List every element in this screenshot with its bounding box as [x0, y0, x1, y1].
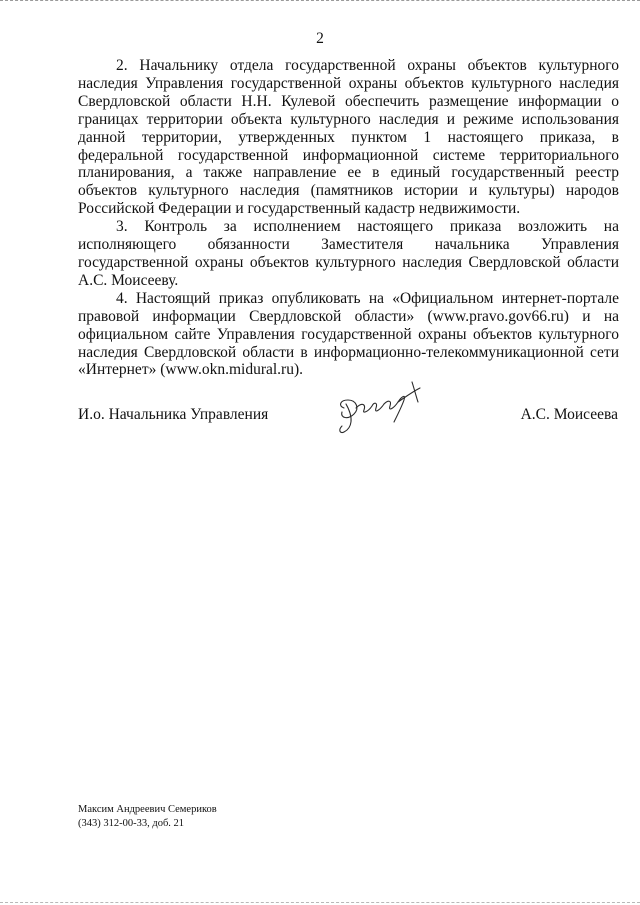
paragraph-3: 3. Контроль за исполнением настоящего приказа возложить на исполняющего обязанности Заместителя начальника Управления государственной охраны объектов культурного наследия Свердловской области А.С. Моисееву. — [78, 218, 619, 289]
paragraph-2: 2. Начальнику отдела государственной охраны объектов культурного наследия Управления государственной охраны объектов культурного наследия Свердловской области Н.Н. Кулевой обеспечить размещение информации о границах территории объекта культурного наследия и режиме использования данной территории, утвержденных пунктом 1 настоящего приказа, в федеральной государственной информационной системе территориального планирования, а также направление ее в единый государственный реестр объектов культурного наследия (памятников истории и культуры) народов Российской Федерации и государственный кадастр недвижимости. — [78, 57, 619, 218]
paragraph-4: 4. Настоящий приказ опубликовать на «Официальном интернет-портале правовой информации Свердловской области» (www.pravo.gov66.ru) и на официальном сайте Управления государственной охраны объектов культурного наследия Свердловской области в информационно-телекоммуникационной сети «Интернет» (www.okn.midural.ru). — [78, 289, 619, 379]
executor-info — [78, 803, 217, 830]
executor-name: Максим Андреевич Семериков — [78, 804, 217, 815]
document-body — [78, 57, 619, 379]
executor-phone: (343) 312-00-33, доб. 21 — [78, 817, 185, 829]
top-page-edge — [0, 0, 640, 1]
signatory-position: И.о. Начальника Управления — [78, 406, 269, 423]
signatory-name: А.С. Моисеева — [520, 406, 618, 423]
handwritten-signature — [334, 378, 430, 436]
bottom-page-edge — [0, 902, 640, 903]
page-number: 2 — [316, 30, 324, 47]
